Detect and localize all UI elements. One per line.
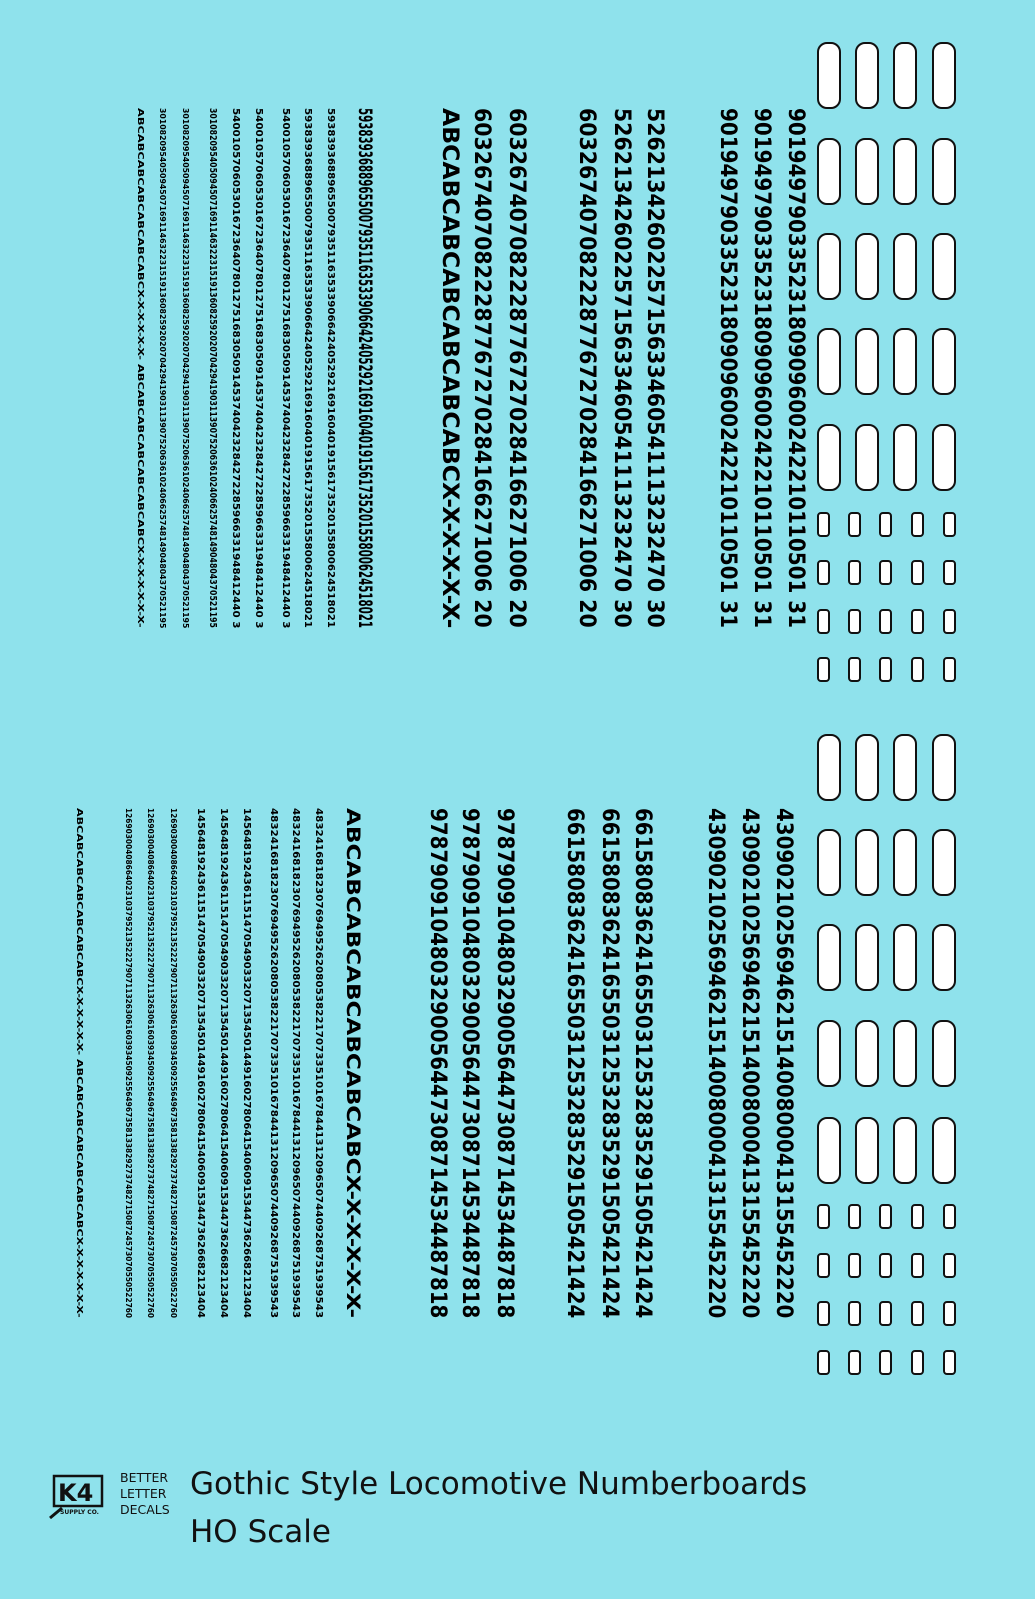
numberboard-blank	[855, 138, 879, 205]
numberboard-blank-small	[911, 1204, 924, 1229]
numberboard-blank	[932, 734, 956, 801]
decal-row: 126903004086640231037952135222790711326306160393450925564967358133829273748271508724573070550522760	[169, 808, 178, 1319]
decal-row: 5938393688965500793511635339066424052921691604019156173520155800624518021	[302, 108, 313, 628]
svg-text:K4: K4	[58, 1479, 94, 1507]
numberboard-blank-small	[879, 1301, 892, 1326]
numberboard-blank	[893, 734, 917, 801]
numberboard-blank-small	[879, 1204, 892, 1229]
decal-row: 6615808362416550312532835291505421424	[630, 808, 655, 1319]
numberboard-blank	[932, 328, 956, 395]
decal-row: 90194979033523180909600242210110501 31	[783, 108, 808, 629]
numberboard-blank-small	[848, 609, 861, 634]
numberboard-blank-small	[911, 1350, 924, 1375]
sheet-scale: HO Scale	[190, 1514, 331, 1550]
decal-row: 54001057060530167236407801275168305091453740423284272285966331948412440 3	[230, 108, 241, 629]
sheet-title: Gothic Style Locomotive Numberboards	[190, 1466, 808, 1502]
numberboard-blank-small	[943, 1253, 956, 1278]
numberboard-blank	[817, 233, 841, 300]
numberboard-blank	[817, 1020, 841, 1087]
decal-row: 126903004086640231037952135222790711326306160393450925564967358133829273748271508724573070550522760	[146, 808, 155, 1319]
numberboard-blank-small	[817, 1301, 830, 1326]
numberboard-blank	[893, 924, 917, 991]
numberboard-blank-small	[911, 560, 924, 585]
numberboard-blank	[932, 1117, 956, 1184]
numberboard-blank	[932, 233, 956, 300]
numberboard-blank	[855, 1117, 879, 1184]
numberboard-blank-small	[943, 1301, 956, 1326]
numberboard-blank	[817, 138, 841, 205]
numberboard-blank-small	[848, 560, 861, 585]
decal-row: 54001057060530167236407801275168305091453740423284272285966331948412440 3	[253, 108, 264, 629]
decal-row: 90194979033523180909600242210110501 31	[715, 108, 740, 629]
numberboard-blank	[855, 328, 879, 395]
numberboard-blank-small	[848, 512, 861, 537]
numberboard-blank-small	[879, 560, 892, 585]
numberboard-blank-small	[943, 560, 956, 585]
decal-row: 4309021025694621514008000413155452220	[771, 808, 796, 1319]
numberboard-blank-small	[848, 1301, 861, 1326]
numberboard-blank	[893, 1117, 917, 1184]
decal-row: ABCABCABCABCABCABCABCX-X-X-X-X-X- ABCABCABCABCABCABCABCX-X-X-X-X-X-X-	[75, 808, 84, 1318]
decal-row: ABCABCABCABCABCABCABCX-X-X-X-X-X- ABCABCABCABCABCABCABCX-X-X-X-X-X-X-	[136, 108, 145, 628]
numberboard-blank	[817, 829, 841, 896]
decal-row: 4309021025694621514008000413155452220	[737, 808, 762, 1319]
numberboard-blank-small	[848, 1253, 861, 1278]
numberboard-blank	[817, 42, 841, 109]
decal-row: 4309021025694621514008000413155452220	[703, 808, 728, 1319]
numberboard-blank	[817, 424, 841, 491]
numberboard-blank-small	[848, 657, 861, 682]
numberboard-blank	[893, 829, 917, 896]
numberboard-blank-small	[943, 512, 956, 537]
tagline-line: DECALS	[120, 1502, 170, 1517]
tagline-line: BETTER	[120, 1470, 169, 1485]
decal-row: 9787909104803290056447308714534487818	[492, 808, 517, 1319]
numberboard-blank	[932, 424, 956, 491]
numberboard-blank	[817, 328, 841, 395]
numberboard-blank	[932, 138, 956, 205]
numberboard-blank	[855, 42, 879, 109]
decal-row: 6032674070822287767270284166271006 20	[504, 108, 529, 628]
numberboard-blank	[817, 924, 841, 991]
decal-row: 54001057060530167236407801275168305091453740423284272285966331948412440 3	[280, 108, 291, 629]
numberboard-blank-small	[817, 657, 830, 682]
decal-row: 301082095405094507169114632231519136082592020704294190311390752063610240662574814904804370521195	[158, 108, 167, 629]
decal-row: 9787909104803290056447308714534487818	[425, 808, 450, 1319]
decal-row: 9787909104803290056447308714534487818	[457, 808, 482, 1319]
numberboard-blank	[855, 734, 879, 801]
numberboard-blank	[932, 42, 956, 109]
decal-row: 5262134260225715633460541113232470 30	[609, 108, 634, 628]
numberboard-blank	[817, 1117, 841, 1184]
numberboard-blank	[893, 138, 917, 205]
decal-row: 126903004086640231037952135222790711326306160393450925564967358133829273748271508724573070550522760	[124, 808, 133, 1319]
decal-row: ABCABCABCABCABCABCABCX-X-X-X-X-X-	[342, 808, 364, 1319]
decal-row: 301082095405094507169114632231519136082592020704294190311390752063610240662574814904804370521195	[207, 108, 218, 628]
numberboard-blank	[932, 829, 956, 896]
decal-row: 5938393688965500793511635339066424052921691604019156173520155800624518021	[354, 108, 376, 629]
numberboard-blank-small	[817, 1350, 830, 1375]
numberboard-blank-small	[911, 1301, 924, 1326]
numberboard-blank-small	[817, 1253, 830, 1278]
decal-row: 48324168182307694952620805382217073351016784413120965074409268751939543	[290, 808, 301, 1319]
svg-text:SUPPLY CO.: SUPPLY CO.	[60, 1509, 99, 1516]
decal-row: 48324168182307694952620805382217073351016784413120965074409268751939543	[313, 808, 324, 1319]
tagline	[120, 1470, 170, 1518]
numberboard-blank-small	[943, 657, 956, 682]
numberboard-blank	[893, 233, 917, 300]
numberboard-blank	[932, 924, 956, 991]
decal-row: 6615808362416550312532835291505421424	[597, 808, 622, 1319]
numberboard-blank-small	[911, 609, 924, 634]
decal-row: 1456481924361151470549033207135450144916027806415406091534473626682123404	[195, 808, 206, 1318]
numberboard-blank-small	[911, 1253, 924, 1278]
decal-row: 1456481924361151470549033207135450144916027806415406091534473626682123404	[241, 808, 252, 1318]
numberboard-blank-small	[817, 560, 830, 585]
decal-row: 90194979033523180909600242210110501 31	[749, 108, 774, 629]
decal-row: ABCABCABCABCABCABCABCX-X-X-X-X-X-	[437, 108, 462, 629]
k4-logo-icon	[48, 1470, 112, 1520]
numberboard-blank-small	[943, 1204, 956, 1229]
tagline-line: LETTER	[120, 1486, 167, 1501]
numberboard-blank-small	[879, 1350, 892, 1375]
decal-row: 6032674070822287767270284166271006 20	[469, 108, 494, 628]
numberboard-blank-small	[879, 609, 892, 634]
numberboard-blank-small	[911, 512, 924, 537]
numberboard-blank	[893, 424, 917, 491]
numberboard-blank	[855, 233, 879, 300]
numberboard-blank	[932, 1020, 956, 1087]
decal-row: 6032674070822287767270284166271006 20	[574, 108, 599, 628]
numberboard-blank-small	[879, 512, 892, 537]
numberboard-blank-small	[817, 512, 830, 537]
numberboard-blank-small	[848, 1204, 861, 1229]
numberboard-blank	[855, 829, 879, 896]
numberboard-blank-small	[817, 1204, 830, 1229]
decal-row: 301082095405094507169114632231519136082592020704294190311390752063610240662574814904804370521195	[181, 108, 190, 629]
numberboard-blank	[817, 734, 841, 801]
numberboard-blank-small	[879, 657, 892, 682]
decal-row: 5262134260225715633460541113232470 30	[642, 108, 667, 628]
numberboard-blank	[893, 328, 917, 395]
numberboard-blank-small	[879, 1253, 892, 1278]
numberboard-blank-small	[943, 609, 956, 634]
decal-row: 48324168182307694952620805382217073351016784413120965074409268751939543	[268, 808, 279, 1319]
numberboard-blank-small	[911, 657, 924, 682]
numberboard-blank	[855, 424, 879, 491]
decal-row: 1456481924361151470549033207135450144916027806415406091534473626682123404	[218, 808, 229, 1318]
numberboard-blank-small	[943, 1350, 956, 1375]
decal-row: 5938393688965500793511635339066424052921691604019156173520155800624518021	[325, 108, 336, 628]
numberboard-blank	[855, 924, 879, 991]
numberboard-blank	[893, 42, 917, 109]
numberboard-blank	[855, 1020, 879, 1087]
decal-row: 6615808362416550312532835291505421424	[562, 808, 587, 1319]
numberboard-blank	[893, 1020, 917, 1087]
numberboard-blank-small	[817, 609, 830, 634]
numberboard-blank-small	[848, 1350, 861, 1375]
